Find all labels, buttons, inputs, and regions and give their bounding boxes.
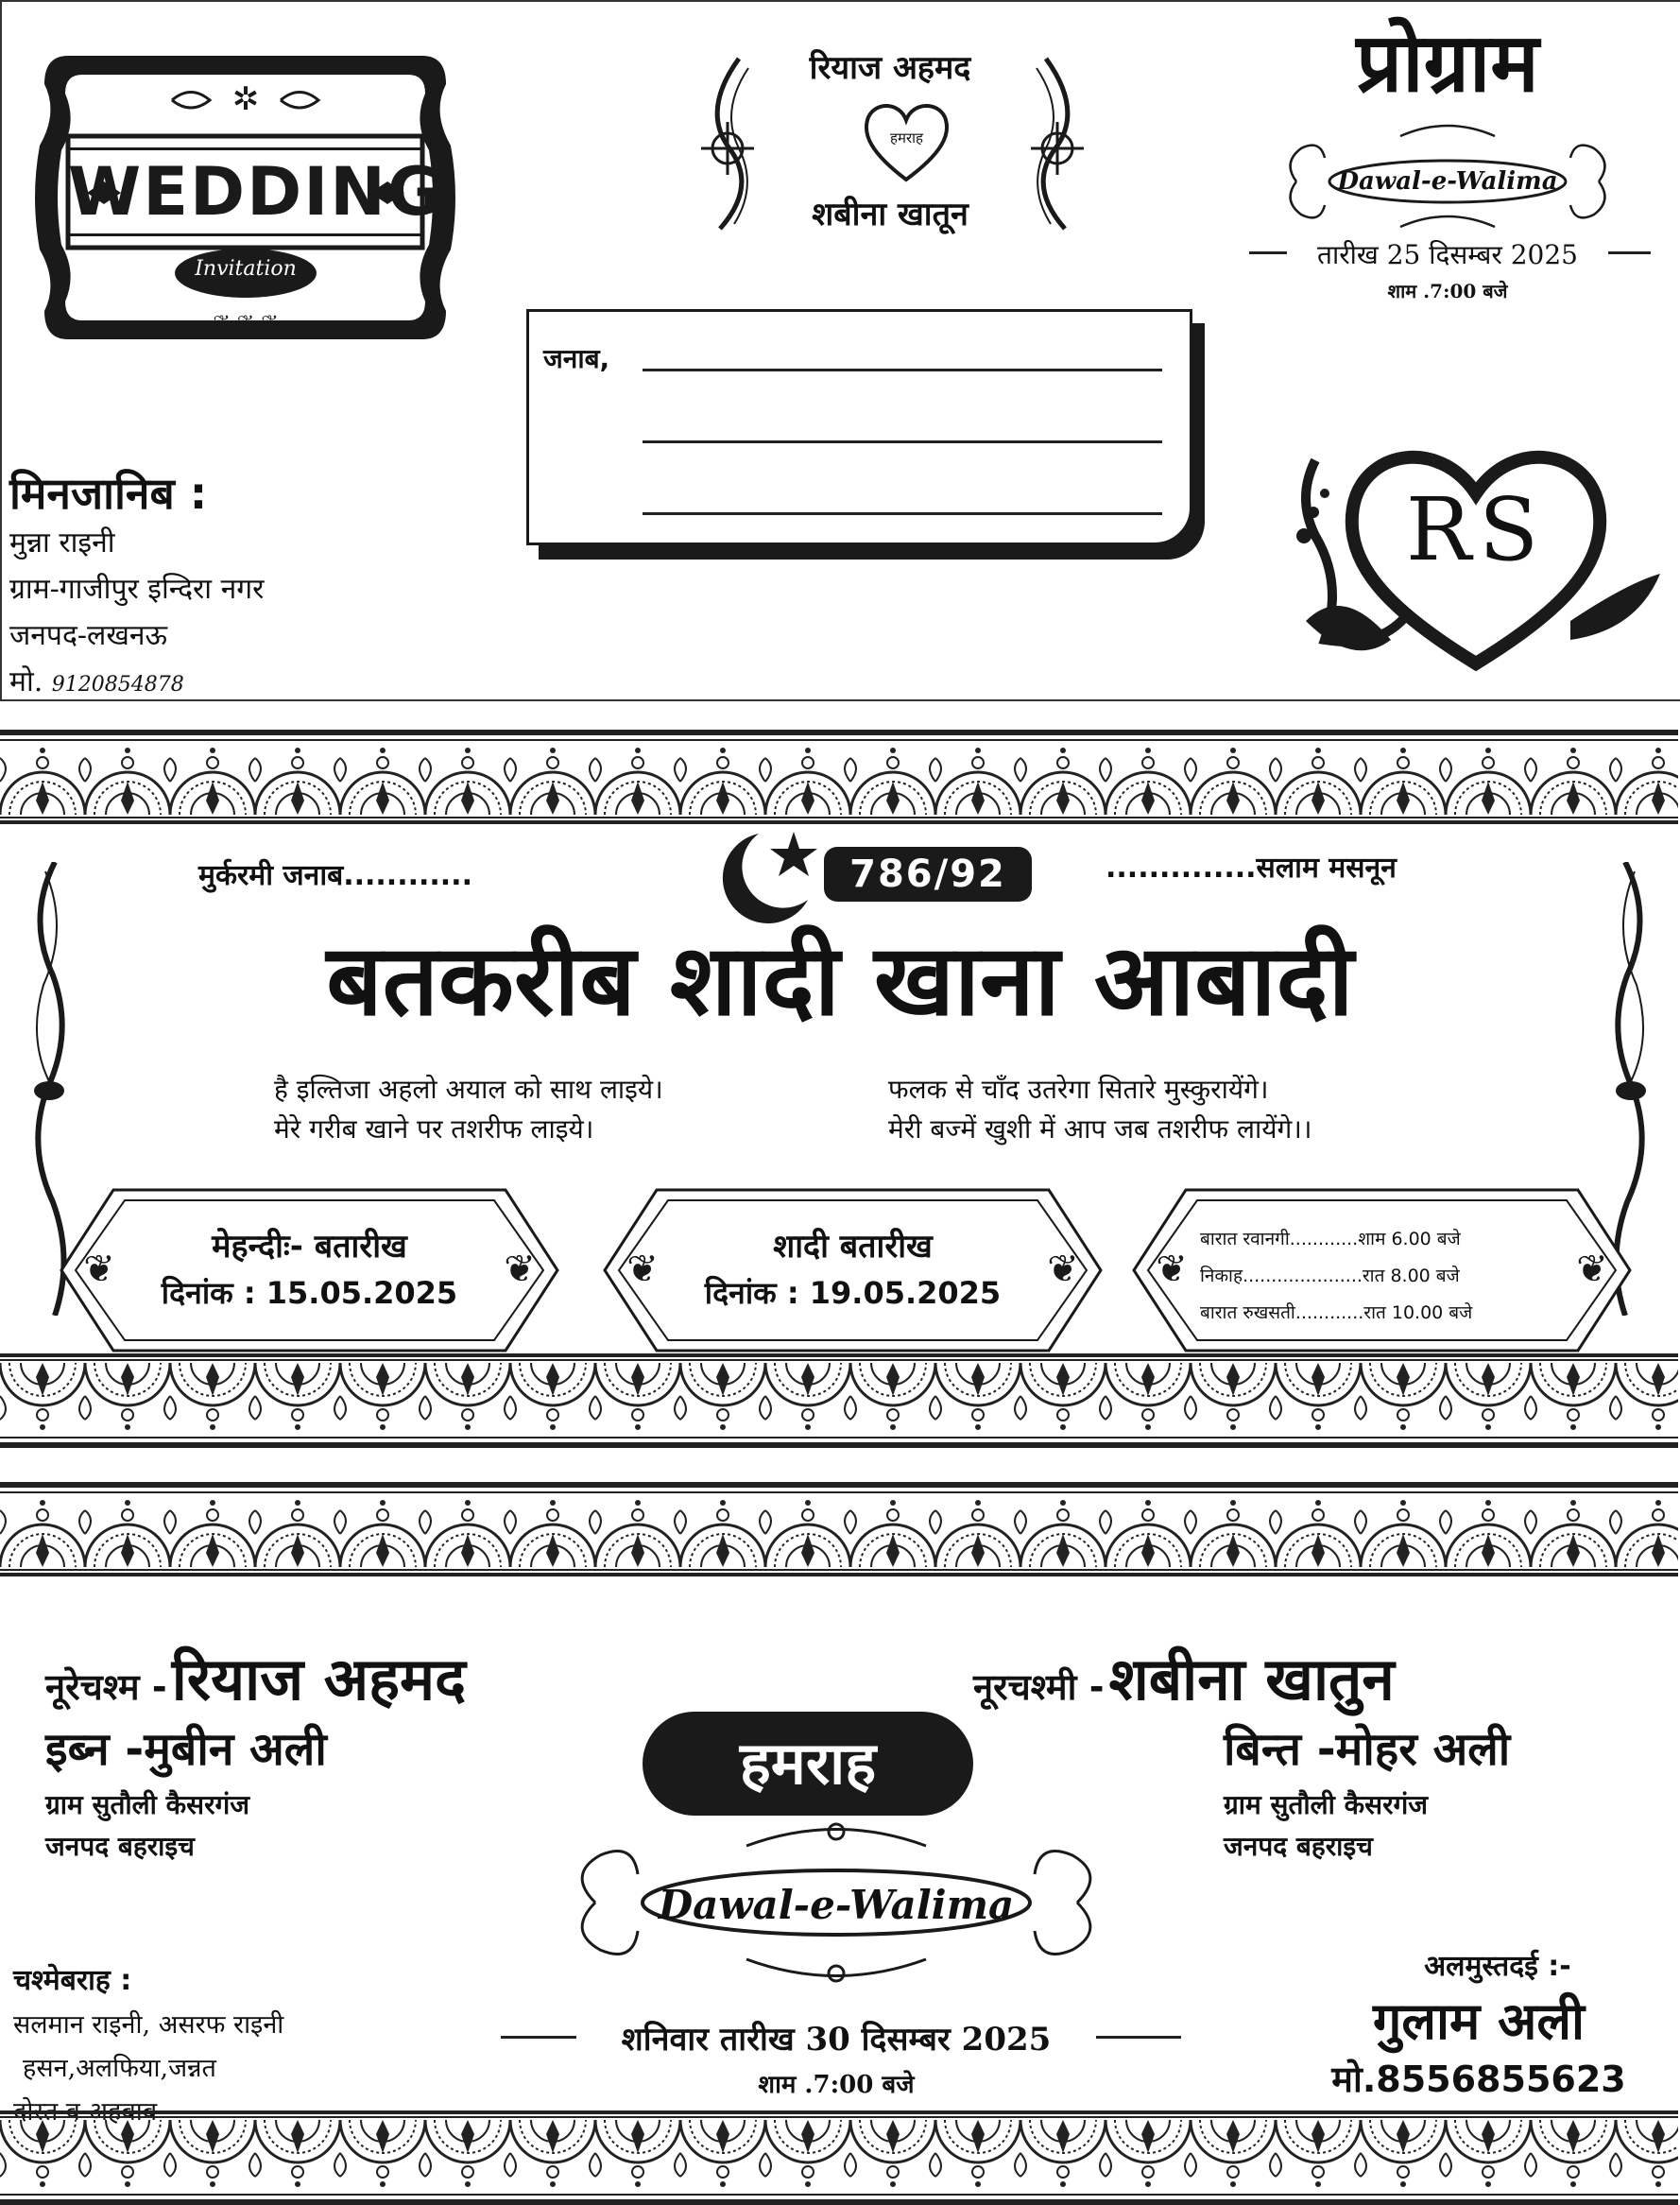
guest-line: हसन,अलफिया,जन्नत [23, 2054, 216, 2083]
walima-top-border [0, 1482, 1678, 1576]
monogram-heart [1287, 422, 1665, 678]
envelope-groom-name: रियाज अहमद [809, 49, 971, 87]
svg-text:❦: ❦ [626, 1248, 659, 1291]
card-top-border [0, 730, 1678, 824]
walima-date: शनिवार तारीख 30 दिसम्बर 2025 [621, 2021, 1052, 2059]
badge-title: WEDDING [68, 153, 444, 231]
badge-subtitle: Invitation [195, 257, 297, 281]
envelope-panel [0, 0, 1680, 701]
program-date-rule-right [1608, 251, 1651, 254]
sender-line: जनपद-लखनऊ [9, 619, 168, 652]
groom-row [45, 1638, 707, 1717]
shadi-box [600, 1185, 1106, 1355]
number-badge: 786/92 [824, 847, 1032, 902]
program-event: Dawal-e-Walima [1337, 167, 1558, 196]
address-box [526, 309, 1192, 545]
guests-heading: चश्मेबराह : [13, 1964, 132, 1997]
heart-label: हमराह [890, 129, 923, 146]
card-headline: बतकरीब शादी खाना आबादी [326, 922, 1354, 1038]
bride-details [1224, 1717, 1654, 1864]
bride-village: ग्राम सुतौली कैसरगंज [1224, 1789, 1429, 1820]
walima-event-ornament [557, 1817, 1115, 1988]
bride-row [973, 1638, 1654, 1717]
card-bottom-border [0, 1353, 1678, 1448]
host-name: गुलाम अली [1373, 1991, 1585, 2051]
walima-date-rule-right [1096, 2036, 1181, 2039]
address-line-3[interactable] [643, 512, 1162, 515]
mehndi-box [57, 1185, 562, 1355]
address-line-2[interactable] [643, 440, 1162, 443]
host-heading: अलमुस्तदई :- [1424, 1950, 1571, 1983]
card-right-greeting: ..............सलाम मसनून [1106, 852, 1397, 885]
address-label: जनाब, [543, 343, 610, 374]
groom-district: जनपद बहराइच [45, 1831, 195, 1862]
program-date: तारीख 25 दिसम्बर 2025 [1317, 239, 1578, 270]
bride-name: शबीना खातुन [1108, 1645, 1395, 1714]
mehndi-title: मेहन्दीः- बतारीख [212, 1228, 407, 1266]
bride-district: जनपद बहराइच [1224, 1831, 1373, 1862]
program-date-rule-left [1249, 251, 1287, 254]
crescent-star-icon [704, 824, 822, 928]
bride-prefix: नूरचश्मी - [973, 1666, 1105, 1708]
walima-date-rule-left [501, 2036, 576, 2039]
monogram: RS [1405, 479, 1547, 580]
schedule-item: बारात रवानगी............शाम 6.00 बजे [1200, 1229, 1461, 1249]
walima-event: Dawal-e-Walima [658, 1882, 1015, 1928]
bride-parent: बिन्त -मोहर अली [1224, 1723, 1511, 1776]
groom-village: ग्राम सुतौली कैसरगंज [45, 1789, 250, 1820]
floral-left-icon [682, 54, 767, 233]
card-left-greeting: मुर्करमी जनाब............ [198, 859, 472, 892]
sender-line: ग्राम-गाजीपुर इन्दिरा नगर [9, 573, 265, 606]
address-line-1[interactable] [643, 369, 1162, 371]
sender-address [9, 520, 264, 701]
sender-phone-row [9, 659, 264, 701]
groom-prefix: नूरेचश्म - [45, 1666, 167, 1708]
svg-text:❦: ❦ [1047, 1248, 1079, 1291]
heart-icon [857, 96, 956, 186]
host-block [1318, 1945, 1639, 2103]
sender-phone: 9120854878 [51, 673, 184, 697]
envelope-bride-name: शबीना खातून [812, 196, 969, 233]
program-event-ornament [1277, 115, 1618, 229]
groom-parent: इब्न -मुबीन अली [45, 1723, 327, 1776]
svg-text:❦: ❦ [1576, 1248, 1608, 1291]
schedule-list [1200, 1221, 1578, 1332]
verse-line: मेरे गरीब खाने पर तशरीफ लाइये। [274, 1113, 594, 1145]
walima-panel [0, 1482, 1678, 2205]
verse-line: मेरी बज्में खुशी में आप जब तशरीफ लायेंगे।। [888, 1113, 1312, 1145]
schedule-item: निकाह.....................रात 8.00 बजे [1200, 1266, 1460, 1286]
verse-right [888, 1070, 1311, 1149]
svg-text:❦: ❦ [83, 1248, 115, 1291]
mehndi-date: दिनांक : 15.05.2025 [161, 1275, 458, 1311]
schedule-item: बारात रुखसती............रात 10.00 बजे [1200, 1302, 1473, 1323]
verse-left [274, 1070, 663, 1149]
program-time: शाम .7:00 बजे [1387, 280, 1508, 302]
host-phone: मो.8556855623 [1331, 2059, 1626, 2100]
guest-line: सलमान राइनी, असरफ राइनी [13, 2010, 284, 2040]
shadi-date: दिनांक : 19.05.2025 [704, 1275, 1002, 1311]
verse-line: फलक से चाँद उतरेगा सितारे मुस्कुरायेंगे। [888, 1074, 1269, 1105]
program-title: प्रोग्राम [1356, 16, 1539, 111]
verse-line: है इल्तिजा अहलो अयाल को साथ लाइये। [274, 1074, 663, 1105]
shadi-title: शादी बतारीख [773, 1228, 933, 1266]
sender-heading: मिनजानिब : [9, 468, 208, 519]
floral-right-icon [1018, 54, 1103, 233]
sender-line: मुन्ना राइनी [9, 526, 115, 560]
schedule-box [1129, 1185, 1635, 1355]
wedding-badge [30, 42, 460, 353]
wedding-card-panel [0, 730, 1678, 1448]
svg-text:❦: ❦ [1156, 1248, 1188, 1291]
svg-text:❦ ❦ ❦: ❦ ❦ ❦ [213, 312, 279, 336]
groom-name: रियाज अहमद [171, 1645, 467, 1714]
walima-bottom-border [0, 2110, 1678, 2205]
hamrah-pill: हमराह [643, 1712, 973, 1816]
svg-text:✲: ✲ [231, 80, 260, 118]
svg-text:❦: ❦ [504, 1248, 536, 1291]
sender-phone-prefix: मो. [9, 665, 43, 698]
guests-block [13, 1959, 283, 2134]
walima-time: शाम .7:00 बजे [758, 2071, 915, 2099]
